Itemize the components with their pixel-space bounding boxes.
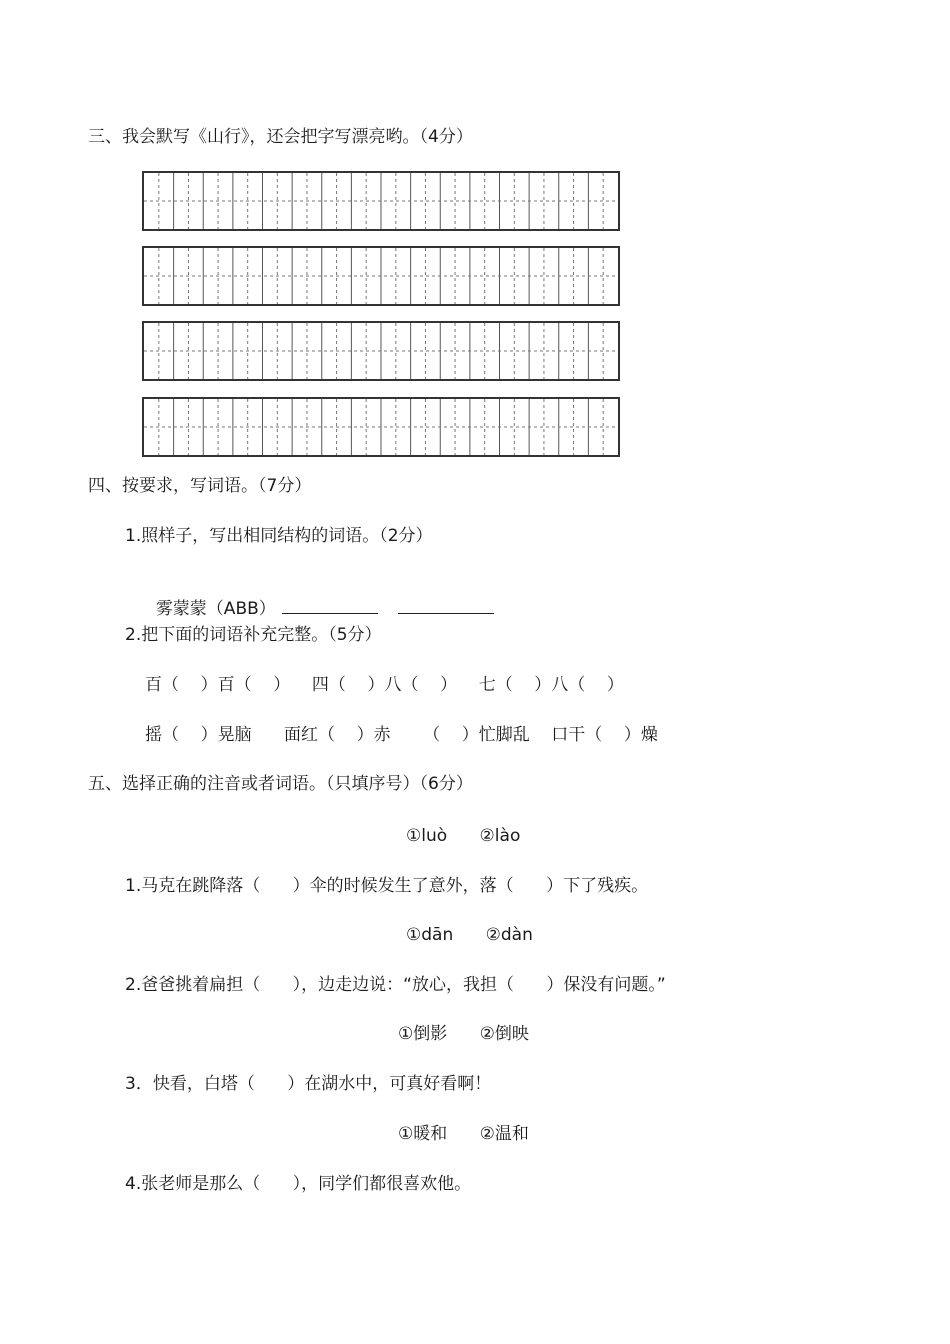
q5-2-question: 2.爸爸挑着扁担（ ），边走边说：“放心，我担（ ）保没有问题。” bbox=[125, 975, 666, 995]
q5-3-options: ①倒影 ②倒映 bbox=[398, 1024, 529, 1044]
q2-prompt: 2.把下面的词语补充完整。（5分） bbox=[125, 625, 382, 645]
grid-lines bbox=[144, 323, 618, 379]
q1-example-row bbox=[145, 575, 494, 620]
answer-blank-1[interactable] bbox=[282, 597, 378, 614]
section4-title: 四、按要求，写词语。（7分） bbox=[88, 476, 312, 496]
q5-4-question: 4.张老师是那么（ ），同学们都很喜欢他。 bbox=[125, 1174, 472, 1194]
q2-row1: 百（ ）百（ ） 四（ ）八（ ） 七（ ）八（ ） bbox=[145, 675, 624, 695]
q5-2-options: ①dān ②dàn bbox=[406, 925, 533, 945]
q5-1-question: 1.马克在跳降落（ ）伞的时候发生了意外，落（ ）下了残疾。 bbox=[125, 876, 649, 896]
grid-lines bbox=[144, 399, 618, 455]
grid-lines bbox=[144, 248, 618, 304]
section5-title: 五、选择正确的注音或者词语。（只填序号）（6分） bbox=[88, 774, 473, 794]
q5-4-options: ①暖和 ②温和 bbox=[398, 1124, 529, 1144]
section3-title: 三、我会默写《山行》，还会把字写漂亮哟。（4分） bbox=[88, 127, 473, 147]
q2-row2: 摇（ ）晃脑 面红（ ）赤 （ ）忙脚乱 口干（ ）燥 bbox=[145, 725, 658, 745]
writing-grid-row[interactable] bbox=[142, 321, 620, 381]
q5-3-question: 3．快看，白塔（ ）在湖水中，可真好看啊！ bbox=[125, 1074, 492, 1094]
writing-grid-row[interactable] bbox=[142, 171, 620, 231]
writing-grid-row[interactable] bbox=[142, 397, 620, 457]
writing-grid-row[interactable] bbox=[142, 246, 620, 306]
q1-example: 雾蒙蒙（ABB） bbox=[155, 599, 276, 619]
answer-blank-2[interactable] bbox=[398, 597, 494, 614]
grid-lines bbox=[144, 173, 618, 229]
q1-prompt: 1.照样子，写出相同结构的词语。（2分） bbox=[125, 526, 433, 546]
q5-1-options: ①luò ②lào bbox=[406, 826, 521, 846]
